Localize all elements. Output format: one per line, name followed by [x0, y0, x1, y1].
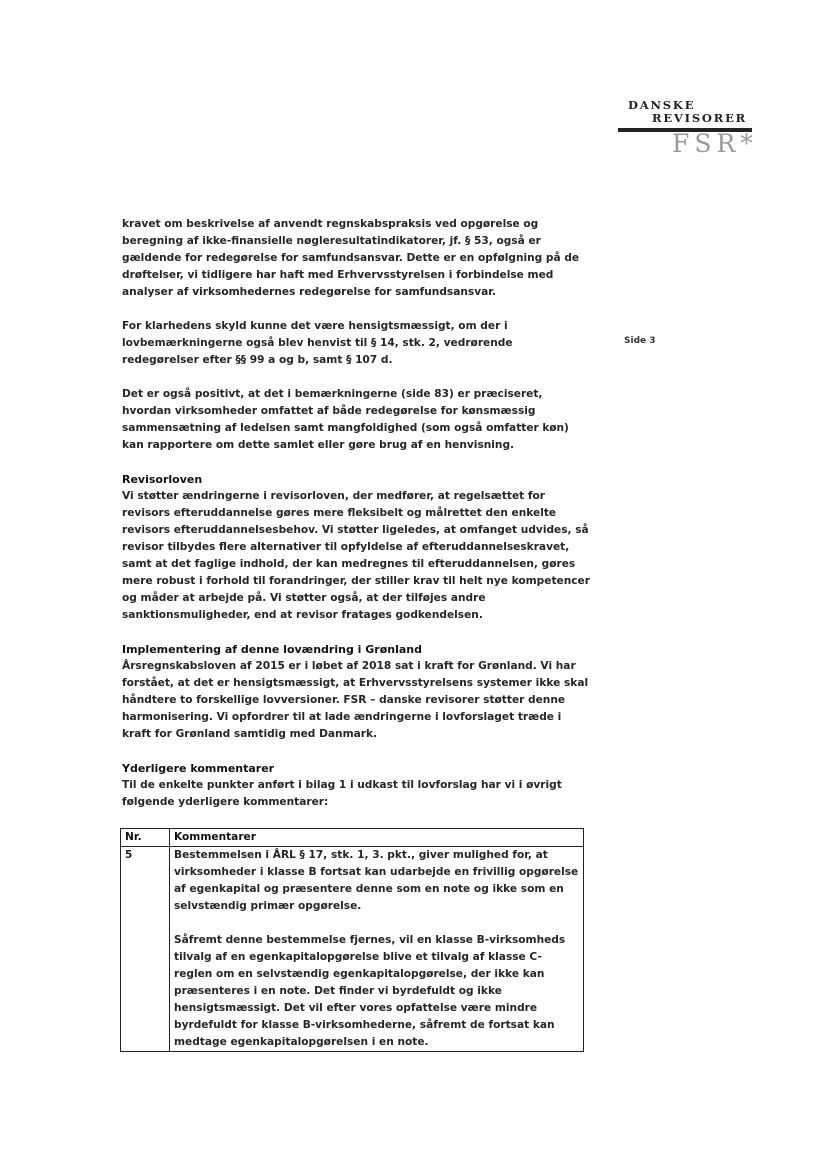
logo-fsr-mark: FSR* [672, 129, 758, 158]
section-body: Til de enkelte punkter anført i bilag 1 i udkast til lovforslag har vi i øvrigt følgende yderligere kommentarer: [122, 779, 562, 808]
column-header-kommentarer: Kommentarer [170, 829, 584, 847]
document-body [122, 216, 592, 1052]
comments-table [120, 828, 584, 1052]
column-header-nr: Nr. [121, 829, 170, 847]
page-number: Side 3 [624, 336, 656, 346]
section-heading: Yderligere kommentarer [122, 762, 275, 775]
section-body: Vi støtter ændringerne i revisorloven, der medfører, at regelsættet for revisors efteruddannelse gøres mere fleksibelt og målrettet den enkelte revisors efteruddannelsesbehov. Vi støtter ligeledes, at omfanget udvides, så revisor tilbydes flere alternativer til opfyldelse af efteruddannelseskravet, samt at det faglige indhold, der kan medregnes til efteruddannelsen, gøres mere robust i forhold til forandringer, der stiller krav til helt nye kompetencer og måder at arbejde på. Vi støtter også, at der tilføjes andre sanktionsmuligheder, end at revisor fratages godkendelsen. [122, 490, 590, 621]
section-body: Årsregnskabsloven af 2015 er i løbet af 2018 sat i kraft for Grønland. Vi har forstået, at det er hensigtsmæssigt, at Erhvervsstyrelsens systemer ikke skal håndtere to forskellige lovversioner. FSR – danske revisorer støtter denne harmonisering. Vi opfordrer til at lade ændringerne i lovforslaget træde i kraft for Grønland samtidig med Danmark. [122, 660, 589, 740]
section-heading: Implementering af denne lovændring i Grønland [122, 643, 422, 656]
table-row [121, 847, 584, 1052]
table-header-row [121, 829, 584, 847]
section-heading: Revisorloven [122, 473, 203, 486]
row-comment [170, 847, 584, 1052]
row-number: 5 [121, 847, 170, 1052]
intro-paragraph-3: Det er også positivt, at det i bemærkningerne (side 83) er præciseret, hvordan virksomheder omfattet af både redegørelse for kønsmæssig sammensætning af ledelsen samt mangfoldighed (som også omfatter køn) kan rapportere om dette samlet eller gøre brug af en henvisning. [122, 388, 569, 451]
intro-paragraph-1: kravet om beskrivelse af anvendt regnskabspraksis ved opgørelse og beregning af ikke-finansielle nøgleresultatindikatorer, jf. § 53, også er gældende for redegørelse for samfundsansvar. Dette er en opfølgning på de drøftelser, vi tidligere har haft med Erhvervsstyrelsen i forbindelse med analyser af virksomhedernes redegørelse for samfundsansvar. [122, 218, 580, 298]
section-revisorloven [122, 471, 592, 624]
section-yderligere [122, 760, 592, 811]
fsr-logo [612, 98, 758, 158]
intro-paragraph-2: For klarhedens skyld kunne det være hensigtsmæssigt, om der i lovbemærkningerne også blev henvist til § 14, stk. 2, vedrørende redegørelser efter §§ 99 a og b, samt § 107 d. [122, 320, 513, 366]
comment-paragraph-1: Bestemmelsen i ÅRL § 17, stk. 1, 3. pkt., giver mulighed for, at virksomheder i klasse B fortsat kan udarbejde en frivillig opgørelse af egenkapital og præsentere denne som en note og ikke som en selvstændig primær opgørelse. [174, 849, 579, 912]
logo-text-danske: DANSKE [628, 98, 696, 112]
logo-text-revisorer: REVISORER [652, 111, 748, 125]
comment-paragraph-2: Såfremt denne bestemmelse fjernes, vil en klasse B-virksomheds tilvalg af en egenkapitalopgørelse blive et tilvalg af klasse C-reglen om en selvstændig egenkapitalopgørelse, der ikke kan præsenteres i en note. Det finder vi byrdefuldt og ikke hensigtsmæssigt. Det vil efter vores opfattelse være mindre byrdefuldt for klasse B-virksomhederne, såfremt de fortsat kan medtage egenkapitalopgørelsen i en note. [174, 934, 566, 1048]
section-groenland [122, 641, 592, 743]
